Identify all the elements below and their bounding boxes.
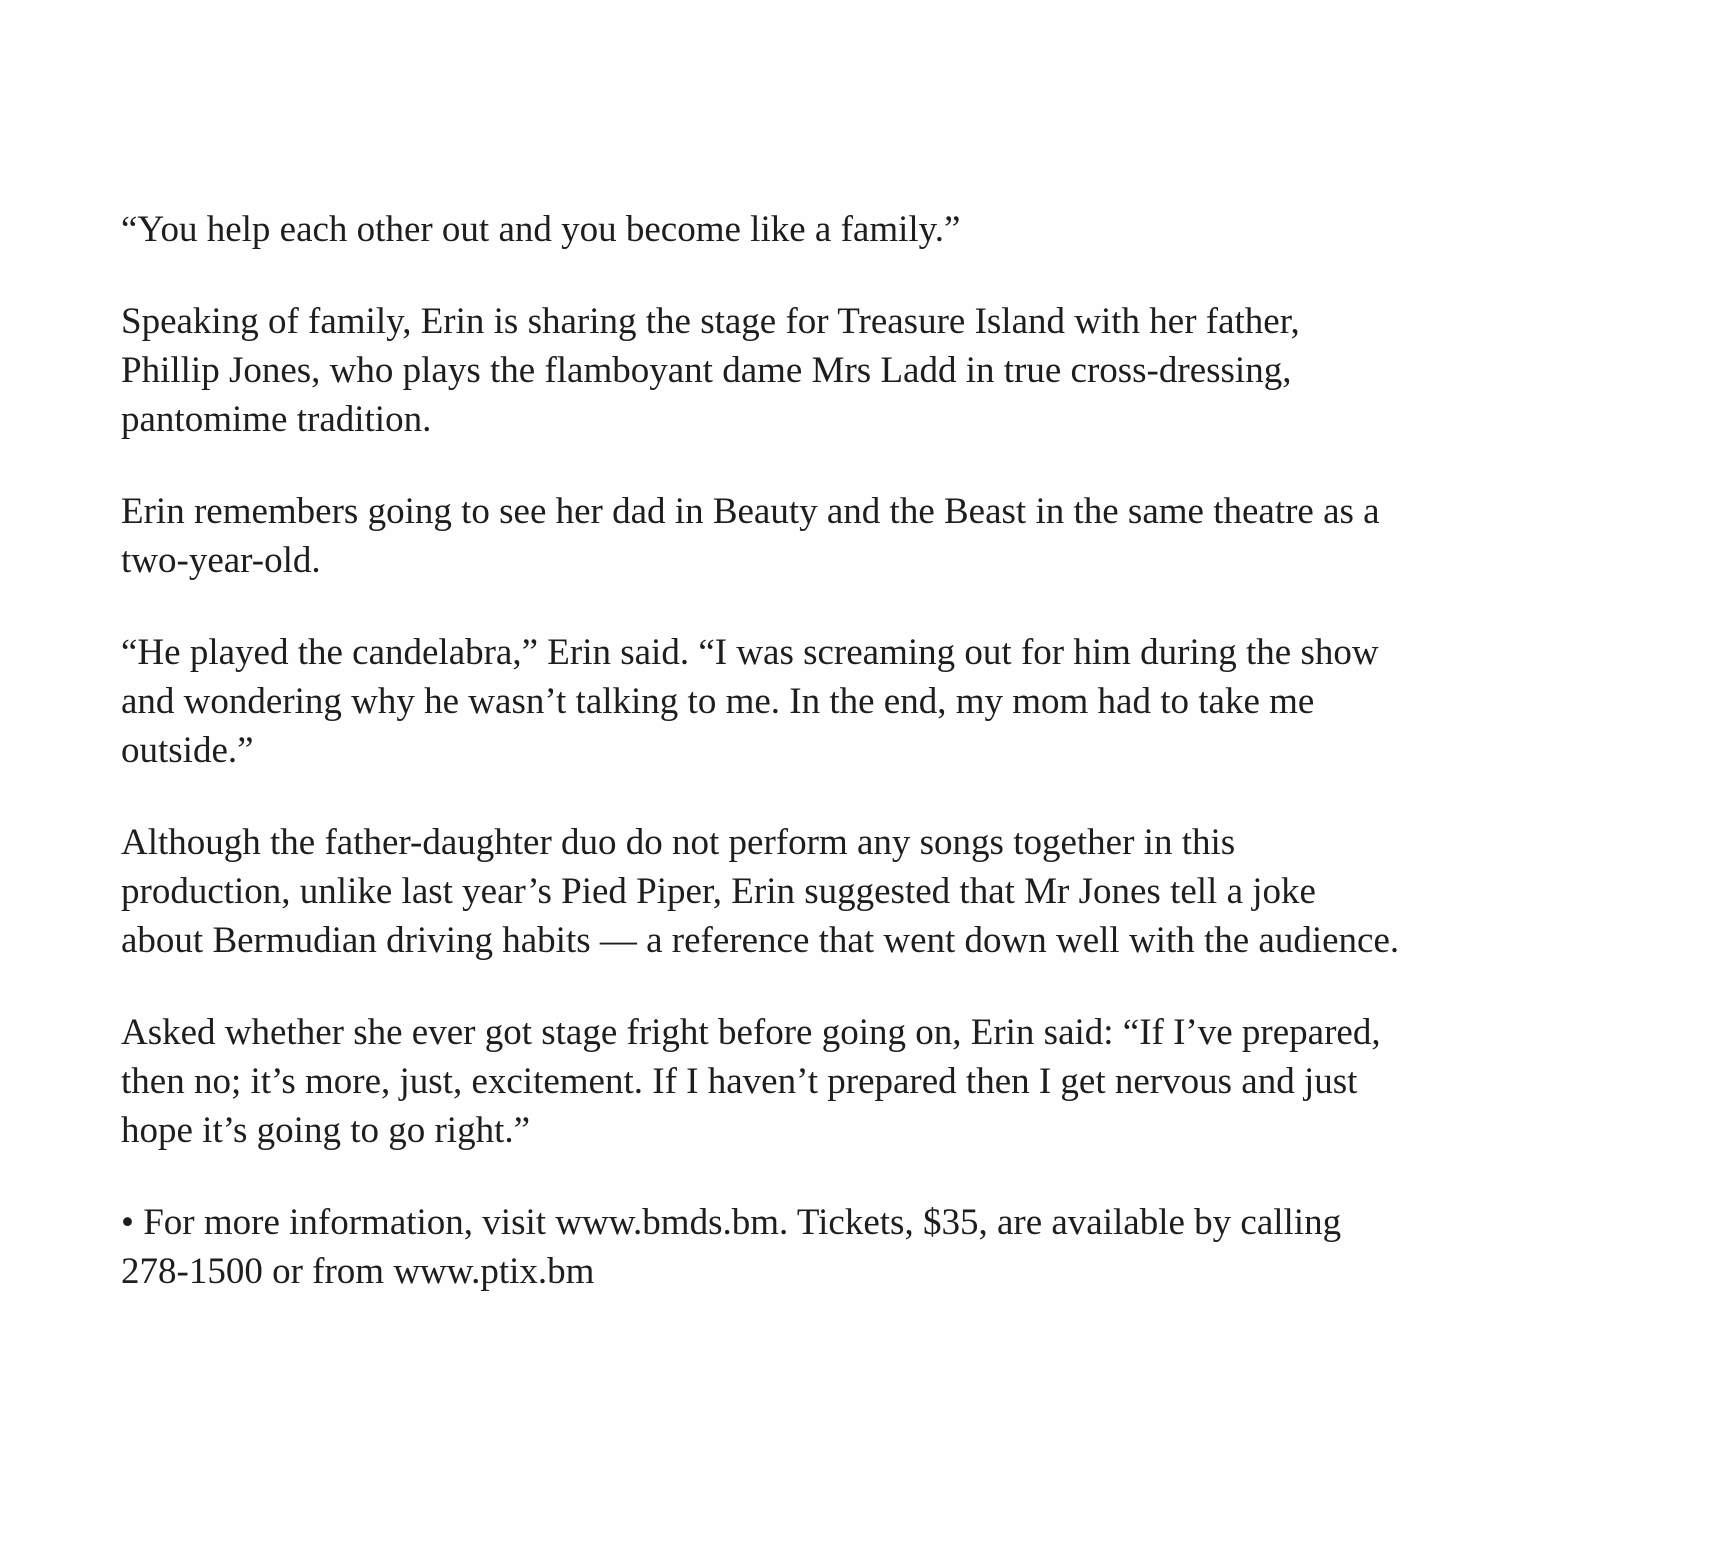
text-line: outside.”: [121, 730, 254, 771]
text-line: Erin remembers going to see her dad in Beauty and the Beast in the same theatre as a: [121, 491, 1380, 532]
text-line: 278-1500 or from www.ptix.bm: [121, 1251, 595, 1292]
paragraph-ticket-info: [121, 1198, 1621, 1296]
text-line: pantomime tradition.: [121, 399, 432, 440]
text-line: “He played the candelabra,” Erin said. “I was screaming out for him during the show: [121, 632, 1379, 673]
text-line: Although the father-daughter duo do not perform any songs together in this: [121, 822, 1236, 863]
text-line: • For more information, visit www.bmds.bm. Tickets, $35, are available by calling: [121, 1202, 1342, 1243]
paragraph-candelabra-quote: [121, 628, 1621, 775]
text-line: two-year-old.: [121, 540, 321, 581]
paragraph-sharing-stage: [121, 297, 1621, 444]
text-line: Speaking of family, Erin is sharing the stage for Treasure Island with her father,: [121, 301, 1300, 342]
text-line: then no; it’s more, just, excitement. If I haven’t prepared then I get nervous and just: [121, 1061, 1358, 1102]
article-body: [121, 205, 1621, 1339]
paragraph-stage-fright: [121, 1008, 1621, 1155]
text-line: about Bermudian driving habits — a reference that went down well with the audience.: [121, 920, 1400, 961]
paragraph-father-daughter-duo: [121, 818, 1621, 965]
paragraph-family-quote: [121, 205, 1621, 254]
text-line: and wondering why he wasn’t talking to me. In the end, my mom had to take me: [121, 681, 1315, 722]
text-line: Phillip Jones, who plays the flamboyant dame Mrs Ladd in true cross-dressing,: [121, 350, 1292, 391]
text-line: Asked whether she ever got stage fright before going on, Erin said: “If I’ve prepared,: [121, 1012, 1381, 1053]
text-line: production, unlike last year’s Pied Piper, Erin suggested that Mr Jones tell a joke: [121, 871, 1316, 912]
paragraph-beauty-and-beast: [121, 487, 1621, 585]
text-line: hope it’s going to go right.”: [121, 1110, 531, 1151]
text-line: “You help each other out and you become like a family.”: [121, 209, 961, 250]
